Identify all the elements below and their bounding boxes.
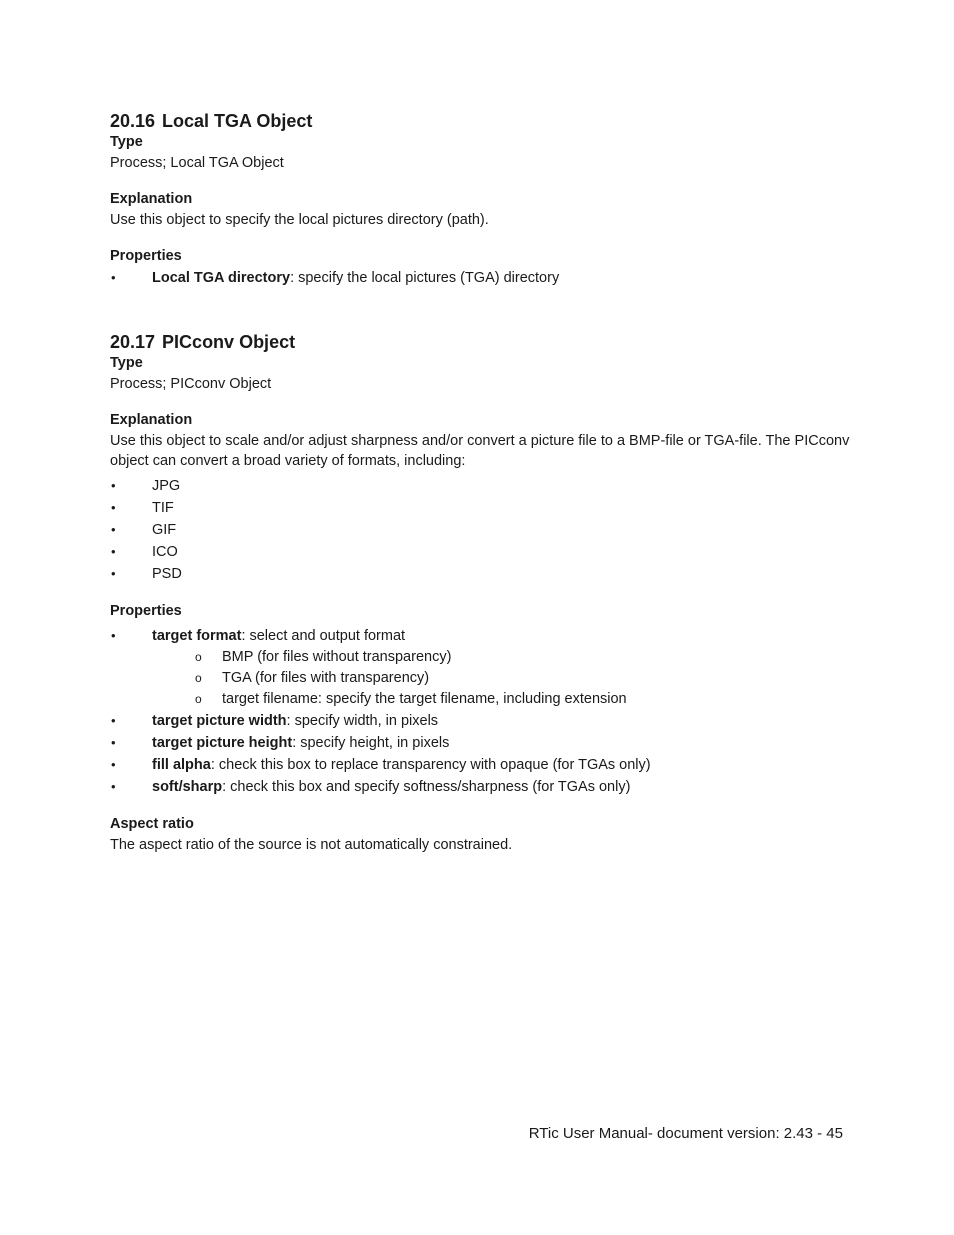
- explanation-text: Use this object to specify the local pictures directory (path).: [110, 212, 489, 228]
- property-desc: : check this box to replace transparency with opaque (for TGAs only): [210, 757, 651, 773]
- list-item: [110, 776, 850, 798]
- sub-list-item: o target filename: specify the target filename, including extension: [110, 689, 850, 710]
- list-item: [110, 710, 850, 732]
- explanation-text: Use this object to scale and/or adjust sharpness and/or convert a picture file to a BMP-file or TGA-file. The PICconv object can convert a broad variety of formats, including:: [110, 433, 850, 469]
- page-footer: RTic User Manual- document version: 2.43 - 45: [528, 1125, 843, 1142]
- sub-list-item: o BMP (for files without transparency): [110, 647, 850, 668]
- document-page: [110, 110, 850, 855]
- property-term: target picture height: [152, 735, 293, 751]
- property-term: target picture width: [152, 713, 287, 729]
- list-item: • GIF: [110, 519, 850, 541]
- type-value: Process; Local TGA Object: [110, 155, 284, 171]
- list-item: [110, 625, 850, 710]
- property-desc: : select and output format: [241, 628, 406, 644]
- property-desc: : specify width, in pixels: [286, 713, 439, 729]
- properties-label: Properties: [110, 248, 182, 264]
- list-item: [110, 267, 850, 289]
- section-title: Local TGA Object: [162, 111, 313, 131]
- explanation-label: Explanation: [110, 412, 193, 428]
- type-label: Type: [110, 134, 143, 150]
- section-number: 20.17: [110, 332, 156, 352]
- property-term: soft/sharp: [152, 779, 223, 795]
- list-item: • ICO: [110, 541, 850, 563]
- explanation-label: Explanation: [110, 191, 193, 207]
- type-value: Process; PICconv Object: [110, 376, 272, 392]
- properties-label: Properties: [110, 603, 182, 619]
- properties-list: [110, 267, 850, 289]
- aspect-ratio-text: The aspect ratio of the source is not automatically constrained.: [110, 837, 513, 853]
- properties-list: [110, 625, 850, 798]
- sub-list-item: o TGA (for files with transparency): [110, 668, 850, 689]
- property-term: fill alpha: [152, 757, 211, 773]
- type-label: Type: [110, 355, 143, 371]
- property-desc: : check this box and specify softness/sharpness (for TGAs only): [222, 779, 631, 795]
- list-item: • TIF: [110, 497, 850, 519]
- list-item: [110, 754, 850, 776]
- section-number: 20.16: [110, 111, 156, 131]
- section-title: PICconv Object: [162, 332, 296, 352]
- property-term: Local TGA directory: [152, 270, 291, 286]
- section-heading-picconv: [110, 331, 850, 353]
- list-item: • JPG: [110, 475, 850, 497]
- property-desc: : specify the local pictures (TGA) directory: [290, 270, 560, 286]
- list-item: [110, 732, 850, 754]
- sub-list: [152, 647, 850, 710]
- list-item: • PSD: [110, 563, 850, 585]
- property-desc: : specify height, in pixels: [292, 735, 450, 751]
- property-term: target format: [152, 628, 242, 644]
- section-heading-local-tga: [110, 110, 850, 132]
- aspect-ratio-label: Aspect ratio: [110, 816, 194, 832]
- formats-list: [110, 475, 850, 585]
